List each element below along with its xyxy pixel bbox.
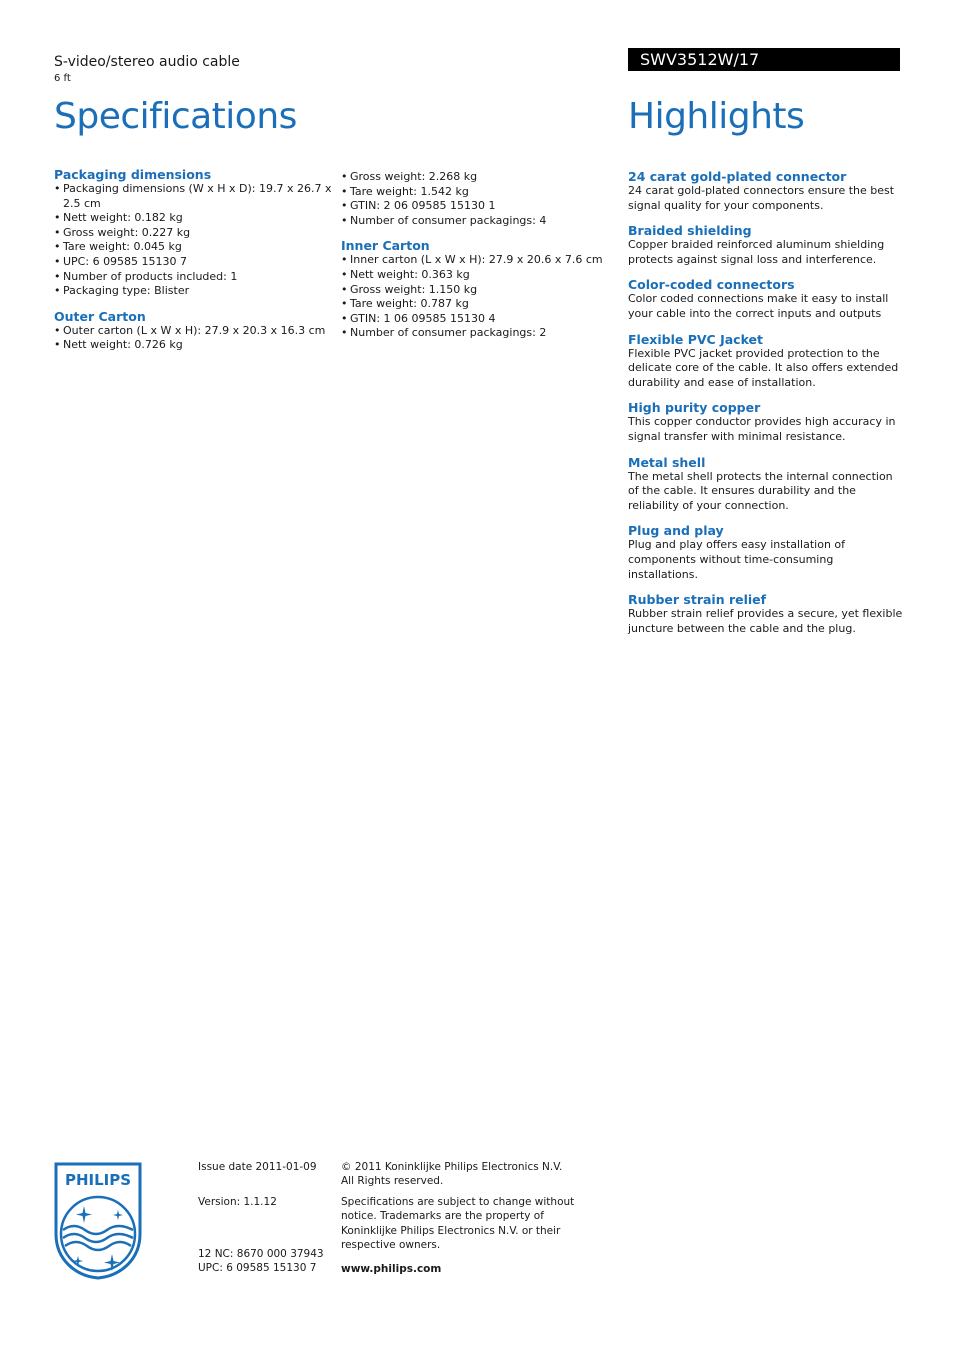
- spec-item: • Tare weight: 0.045 kg: [54, 240, 333, 255]
- product-name: S-video/stereo audio cable: [54, 54, 240, 70]
- highlights-title: Highlights: [628, 96, 805, 137]
- spec-item: • Number of consumer packagings: 2: [341, 326, 616, 341]
- highlight-heading: Plug and play: [628, 523, 724, 539]
- upc-code: UPC: 6 09585 15130 7: [198, 1262, 317, 1275]
- specs-column-2: [341, 170, 616, 351]
- highlight-text: Plug and play offers easy installation of components without time-consuming installations.: [628, 538, 846, 581]
- product-length: 6 ft: [54, 73, 71, 84]
- rights-line: All Rights reserved.: [341, 1175, 444, 1188]
- spec-item: • Tare weight: 1.542 kg: [341, 185, 616, 200]
- spec-section-heading: Packaging dimensions: [54, 167, 212, 182]
- spec-item: • Outer carton (L x W x H): 27.9 x 20.3 x 16.3 cm: [54, 324, 333, 339]
- spec-section-heading: Inner Carton: [341, 238, 430, 254]
- highlight-text: Rubber strain relief provides a secure, yet flexible juncture between the cable and the plug.: [628, 607, 903, 635]
- highlight-text: This copper conductor provides high accuracy in signal transfer with minimal resistance.: [628, 415, 896, 443]
- highlight-text: 24 carat gold-plated connectors ensure the best signal quality for your components.: [628, 184, 895, 212]
- highlight-heading: 24 carat gold-plated connector: [628, 169, 847, 184]
- spec-item: • Gross weight: 1.150 kg: [341, 283, 616, 298]
- copyright: [341, 1160, 601, 1189]
- highlight-item: [628, 455, 903, 514]
- highlight-item: [628, 592, 903, 636]
- specs-column-1: [54, 167, 332, 363]
- highlight-item: [628, 277, 903, 321]
- highlight-item: [628, 400, 903, 444]
- highlight-item: [628, 169, 903, 213]
- spec-item: • GTIN: 1 06 09585 15130 4: [341, 312, 616, 327]
- highlight-heading: Rubber strain relief: [628, 592, 767, 608]
- highlight-heading: High purity copper: [628, 400, 761, 416]
- spec-list: [54, 324, 329, 353]
- philips-logo: [54, 1162, 142, 1280]
- highlight-text: Copper braided reinforced aluminum shielding protects against signal loss and interference.: [628, 238, 885, 266]
- highlight-item: [628, 223, 903, 267]
- spec-item: • UPC: 6 09585 15130 7: [54, 255, 333, 270]
- disclaimer: Specifications are subject to change without notice. Trademarks are the property of Koninklijke Philips Electronics N.V. or their respective owners.: [341, 1196, 575, 1252]
- spec-list: [341, 253, 616, 341]
- philips-shield-icon: [54, 1162, 142, 1280]
- specifications-title: Specifications: [54, 96, 297, 137]
- version: Version: 1.1.12: [198, 1196, 277, 1208]
- highlight-heading: Braided shielding: [628, 223, 752, 239]
- spec-item: • GTIN: 2 06 09585 15130 1: [341, 199, 616, 214]
- copyright-line: © 2011 Koninklijke Philips Electronics N.V.: [341, 1161, 563, 1173]
- spec-item: • Nett weight: 0.363 kg: [341, 268, 616, 283]
- nc-code: 12 NC: 8670 000 37943: [198, 1248, 324, 1260]
- highlight-text: The metal shell protects the internal connection of the cable. It ensures durability and the reliability of your connection.: [628, 469, 893, 512]
- spec-item: • Nett weight: 0.182 kg: [54, 211, 333, 226]
- spec-item: • Number of consumer packagings: 4: [341, 214, 616, 229]
- spec-item: • Inner carton (L x W x H): 27.9 x 20.6 x 7.6 cm: [341, 253, 616, 268]
- spec-section-heading: Outer Carton: [54, 308, 146, 324]
- highlight-heading: Flexible PVC Jacket: [628, 331, 763, 347]
- spec-item: • Gross weight: 2.268 kg: [341, 170, 616, 185]
- highlight-item: [628, 332, 903, 391]
- spec-item: • Packaging type: Blister: [54, 284, 333, 299]
- codes: [198, 1247, 338, 1276]
- spec-list: [341, 170, 616, 228]
- website-link[interactable]: www.philips.com: [341, 1263, 442, 1275]
- highlight-item: [628, 523, 903, 582]
- highlight-text: Color coded connections make it easy to install your cable into the correct inputs and outputs: [628, 292, 889, 320]
- spec-item: • Number of products included: 1: [54, 270, 333, 285]
- model-number-box: SWV3512W/17: [628, 48, 900, 71]
- highlights-column: [628, 169, 903, 646]
- issue-date: Issue date 2011-01-09: [198, 1161, 317, 1173]
- spec-item: • Nett weight: 0.726 kg: [54, 338, 333, 353]
- logo-wordmark: PHILIPS: [64, 1171, 132, 1189]
- spec-list: [54, 182, 332, 299]
- highlight-heading: Color-coded connectors: [628, 277, 795, 293]
- highlight-text: Flexible PVC jacket provided protection to the delicate core of the cable. It also offers extended durability and ease of installation.: [628, 346, 899, 389]
- spec-item: • Packaging dimensions (W x H x D): 19.7 x 26.7 x 2.5 cm: [54, 182, 333, 211]
- spec-item: • Gross weight: 0.227 kg: [54, 226, 333, 241]
- highlight-heading: Metal shell: [628, 454, 706, 470]
- spec-item: • Tare weight: 0.787 kg: [341, 297, 616, 312]
